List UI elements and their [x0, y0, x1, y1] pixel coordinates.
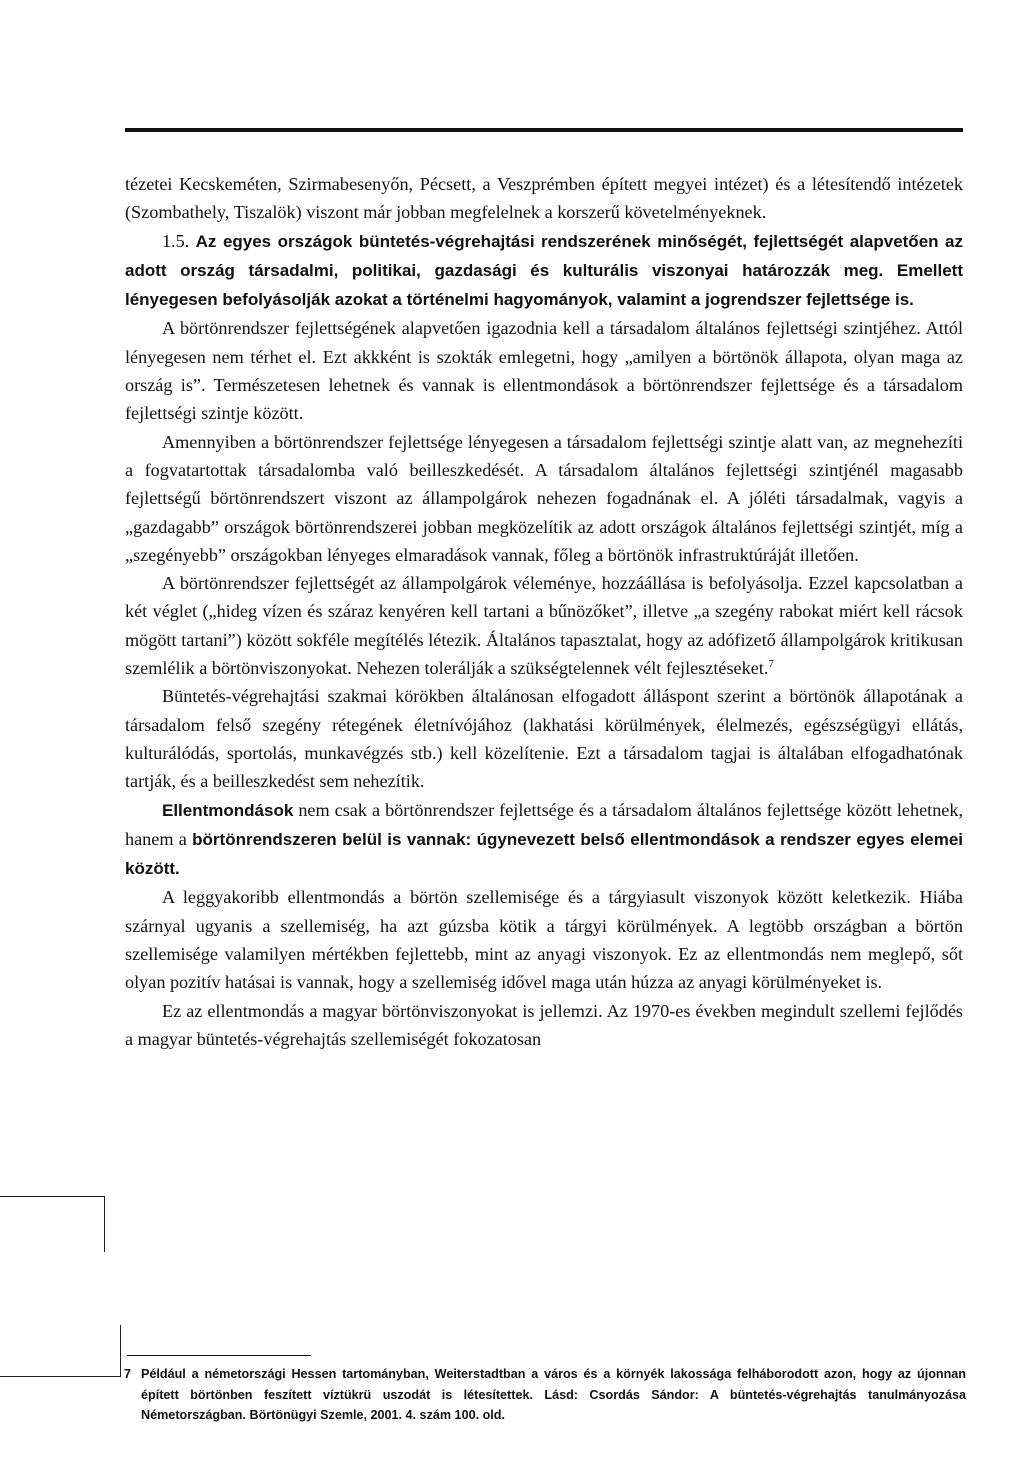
footnote-text: Például a németországi Hessen tartományban, Weiterstadtban a város és a környék lakossága felháborodott azon, hogy az újonnan épített börtönben feszített víztükrü uszodát is létesítettek. Lásd: Csordás Sándor: A büntetés-végrehajtás tanulmányozása Németországban. Börtönügyi Szemle, 2001. 4. szám 100. old.: [141, 1367, 966, 1422]
text-run: Büntetés-végrehajtási szakmai körökben általánosan elfogadott álláspont szerint a börtönök állapotának a társadalom felső szegény rétegének életnívójához (lakhatási körülmények, élelmezés, egészségügyi ellátás, kulturálódás, sportolás, munkavégzés stb.) kell közelítenie. Ezt a társadalom tagjai is általában elfogadhatónak tartják, és a beilleszkedést sem nehezítik.: [125, 686, 963, 792]
text-run: 1.5.: [162, 230, 196, 251]
text-run: Amennyiben a börtönrendszer fejlettsége lényegesen a társadalom fejlettségi szintje alatt van, az megnehezíti a fogvatartottak társadalomba való beilleszkedését. A társadalom általános fejlettségi szintjénél magasabb fejlettségű börtönrendszert viszont az állampolgárok nehezen fogadnának el. A jóléti társadalmak, vagyis a „gazdagabb” országok börtönrendszerei jobban megközelítik az adott országok általános fejlettségi szintjét, míg a „szegényebb” országokban lényeges elmaradások vannak, főleg a börtönök infrastruktúráját illetően.: [125, 431, 963, 565]
footnote-number: 7: [124, 1367, 132, 1381]
text-run: A börtönrendszer fejlettségének alapvetően igazodnia kell a társadalom általános fejlettségi szintjéhez. Attól lényegesen nem térhet el. Ezt akkként is szokták emlegetni, hogy „amilyen a börtönök állapota, olyan maga az ország is”. Természetesen lehetnek és vannak is ellentmondások a börtönrendszer fejlettsége és a társadalom fejlettségi szintje között.: [125, 318, 963, 424]
paragraph: [125, 227, 963, 315]
footnote: [118, 1364, 966, 1426]
bold-text: börtönrendszeren belül is vannak: úgynevezett belső ellentmondások a rendszer egyes elemei között.: [125, 829, 963, 879]
margin-mark: [0, 1196, 104, 1197]
bold-text: Az egyes országok büntetés-végrehajtási rendszerének minőségét, fejlettségét alapvetően az adott ország társadalmi, politikai, gazdasági és kulturális viszonyai határozzák meg. Emellett lényegesen befolyásolják azokat a történelmi hagyományok, valamint a jogrendszer fejlettsége is.: [125, 231, 964, 310]
paragraph: [125, 314, 963, 427]
footnote-rule: [127, 1355, 311, 1356]
paragraph: [125, 997, 963, 1054]
text-run: nem csak a börtönrendszer fejlettsége és a társadalom általános fejlettsége között lehetnek, hanem a: [125, 799, 963, 849]
bold-text: Ellentmondások: [162, 800, 294, 820]
paragraph: [125, 796, 963, 884]
text-run: Ez az ellentmondás a magyar börtönviszonyokat is jellemzi. Az 1970-es években megindult szellemi fejlődés a magyar büntetés-végrehajtás szellemiségét fokozatosan: [125, 1000, 963, 1049]
text-run: A börtönrendszer fejlettségét az állampolgárok véleménye, hozzáállása is befolyásolja. Ezzel kapcsolatban a két véglet („hideg vízen és száraz kenyéren kell tartani a bűnözőket”, illetve „a szegény rabokat miért kell rácsok mögött tartani”) között sokféle megítélés létezik. Általános tapasztalat, hogy az adófizető állampolgárok kritikusan szemlélik a börtönviszonyokat. Nehezen tolerálják a szükségtelennek vélt fejlesztéseket.: [125, 573, 963, 679]
margin-mark: [0, 1376, 120, 1377]
body-text: [125, 170, 963, 1053]
footnote-ref: 7: [768, 657, 774, 670]
text-run: A leggyakoribb ellentmondás a börtön szellemisége és a tárgyiasult viszonyok között keletkezik. Hiába szárnyal ugyanis a szellemiség, ha azt gúzsba kötik a tárgyi körülmények. A legtöbb országban a börtön szellemisége valamilyen mértékben fejlettebb, mint az anyagi viszonyok. Ez az ellentmondás nem meglepő, sőt olyan pozitív hatásai is vannak, hogy a szellemiség idővel maga után húzza az anyagi körülményeket is.: [125, 887, 963, 993]
paragraph: [125, 682, 963, 795]
paragraph: [125, 170, 963, 227]
text-run: tézetei Kecskeméten, Szirmabesenyőn, Pécsett, a Veszprémben épített megyei intézet) és a létesítendő intézetek (Szombathely, Tiszalök) viszont már jobban megfelelnek a korszerű követelményeknek.: [125, 174, 963, 223]
header-rule: [125, 128, 963, 132]
paragraph: [125, 569, 963, 682]
paragraph: [125, 428, 963, 569]
margin-mark: [104, 1196, 105, 1252]
paragraph: [125, 883, 963, 996]
